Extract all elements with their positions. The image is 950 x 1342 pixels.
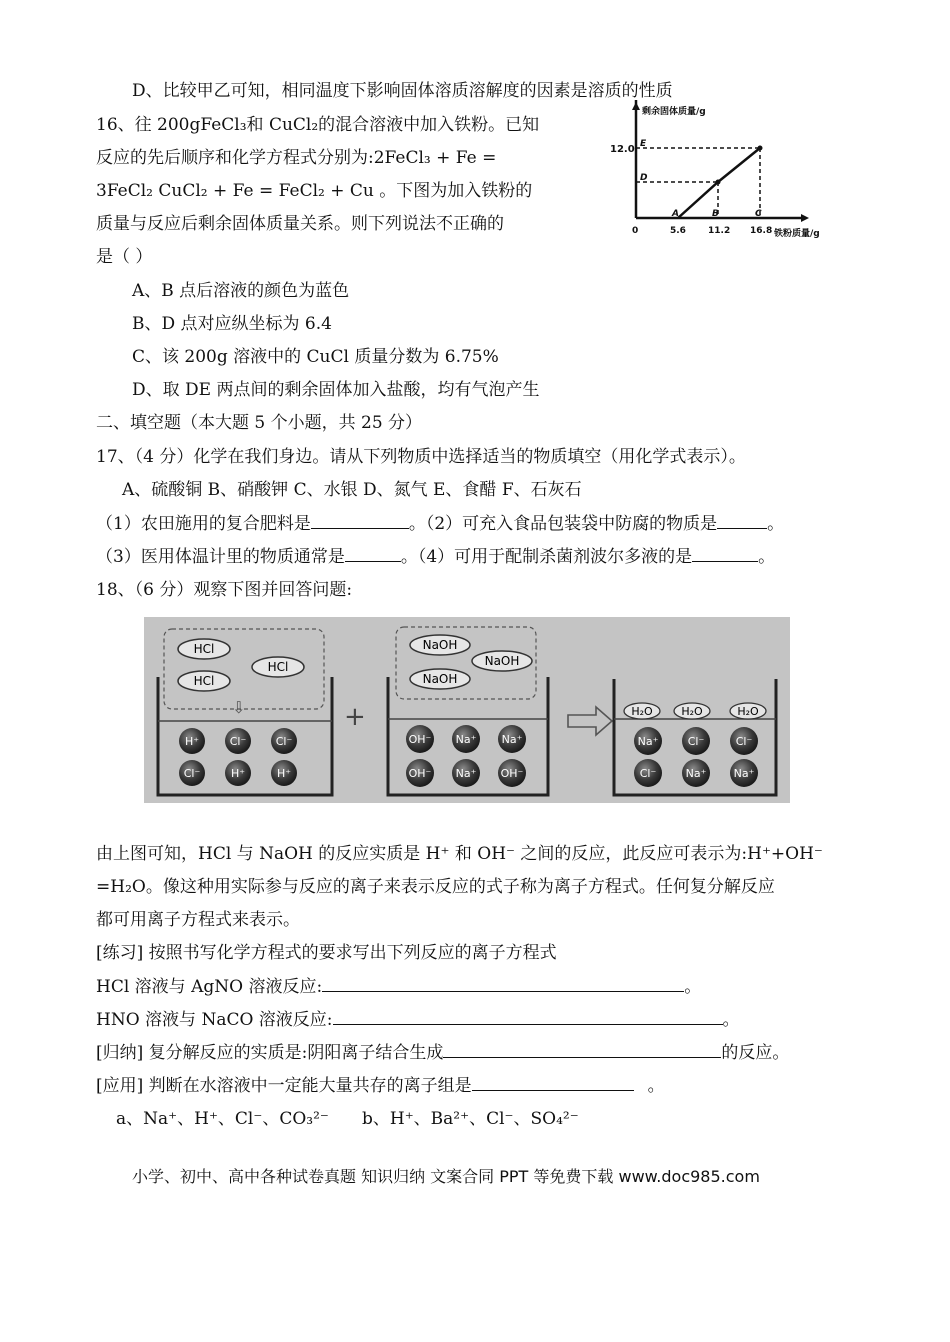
water-mol-3: H₂O: [737, 705, 759, 718]
q18-exercise-1: [96, 975, 701, 998]
graph-origin: 0: [632, 226, 639, 236]
naoh-ion-2: Na⁺: [455, 733, 477, 746]
q16-option-b: B、D 点对应纵坐标为 6.4: [132, 314, 332, 334]
q17-blank-4[interactable]: [692, 545, 758, 562]
q16-stem-line2: 反应的先后顺序和化学方程式分别为:2FeCl₃ + Fe =: [96, 148, 497, 168]
x-axis-arrow: [801, 214, 809, 222]
q18-summary: [96, 1041, 789, 1064]
hcl-mol-3: HCl: [193, 674, 215, 688]
graph-xtick-1: 5.6: [670, 226, 686, 236]
graph-ytick: 12.0: [610, 144, 635, 155]
product-ion-6: Na⁺: [733, 767, 755, 780]
hcl-ion-5: H⁺: [230, 767, 246, 780]
q16-option-a: A、B 点后溶液的颜色为蓝色: [132, 281, 350, 301]
q17-p4-end: 。: [758, 547, 776, 567]
q18-ex2-end: 。: [722, 1010, 740, 1030]
q17-p2: 。（2）可充入食品包装袋中防腐的物质是: [408, 514, 718, 534]
q17-p3: （3）医用体温计里的物质通常是: [96, 547, 345, 567]
hcl-ion-4: Cl⁻: [183, 767, 201, 780]
graph-label-b: B: [712, 209, 719, 219]
hcl-mol-2: HCl: [267, 660, 289, 674]
q16-stem-line5: 是（ ）: [96, 247, 153, 267]
q18-para-1: 由上图可知，HCl 与 NaOH 的反应实质是 H⁺ 和 OH⁻ 之间的反应，此反应可表示为:H⁺+OH⁻: [96, 844, 823, 864]
svg-text:⇩: ⇩: [232, 698, 246, 717]
point-e: [758, 146, 763, 151]
q18-summary-blank[interactable]: [443, 1041, 721, 1058]
q15-option-d: D、比较甲乙可知，相同温度下影响固体溶质溶解度的因素是溶质的性质: [132, 81, 673, 101]
q18-para-2: =H₂O。像这种用实际参与反应的离子来表示反应的式子称为离子方程式。任何复分解反应: [96, 877, 775, 897]
q16-stem-line4: 质量与反应后剩余固体质量关系。则下列说法不正确的: [96, 214, 504, 234]
water-mol-2: H₂O: [681, 705, 703, 718]
graph-label-d: D: [640, 173, 648, 183]
point-d: [716, 180, 721, 185]
q16-stem-line3: 3FeCl₂ CuCl₂ + Fe = FeCl₂ + Cu 。下图为加入铁粉的: [96, 181, 533, 201]
q18-ex2-blank[interactable]: [333, 1008, 723, 1025]
water-mol-1: H₂O: [631, 705, 653, 718]
q17-p1: （1）农田施用的复合肥料是: [96, 514, 311, 534]
naoh-mol-2: NaOH: [484, 654, 520, 668]
q18-apply-blank[interactable]: [472, 1074, 634, 1091]
naoh-ion-1: OH⁻: [408, 733, 432, 746]
naoh-ion-3: Na⁺: [501, 733, 523, 746]
q17-blank-1[interactable]: [311, 512, 409, 529]
naoh-ion-4: OH⁻: [408, 767, 432, 780]
ion-reaction-figure: [144, 617, 790, 803]
hcl-ion-3: Cl⁻: [275, 735, 293, 748]
q16-option-c: C、该 200g 溶液中的 CuCl 质量分数为 6.75%: [132, 347, 499, 367]
q18-option-b: b、H⁺、Ba²⁺、Cl⁻、SO₄²⁻: [362, 1109, 579, 1129]
q17-blank-2[interactable]: [717, 512, 767, 529]
q18-summary-text: [归纳] 复分解反应的实质是:阴阳离子结合生成: [96, 1043, 444, 1063]
q18-ex1-label: HCl 溶液与 AgNO 溶液反应:: [96, 977, 323, 997]
q18-ex2-label: HNO 溶液与 NaCO 溶液反应:: [96, 1010, 333, 1030]
y-axis-arrow: [632, 102, 640, 110]
q17-p4: 。（4）可用于配制杀菌剂波尔多液的是: [400, 547, 693, 567]
graph-label-a: A: [672, 209, 679, 219]
hcl-ion-6: H⁺: [276, 767, 292, 780]
q16-stem-line1: 16、往 200gFeCl₃和 CuCl₂的混合溶液中加入铁粉。已知: [96, 115, 540, 135]
q16-option-d: D、取 DE 两点间的剩余固体加入盐酸，均有气泡产生: [132, 380, 540, 400]
graph-xtick-3: 16.8: [750, 226, 773, 236]
graph-label-c: C: [755, 209, 762, 219]
q18-apply-end: 。: [647, 1076, 665, 1096]
q18-para-3: 都可用离子方程式来表示。: [96, 910, 300, 930]
q17-blank-3[interactable]: [345, 545, 401, 562]
product-ion-4: Cl⁻: [639, 767, 657, 780]
q18-apply: [96, 1074, 665, 1097]
q18-ex1-end: 。: [684, 977, 702, 997]
graph-xtick-2: 11.2: [708, 226, 731, 236]
product-ion-2: Cl⁻: [687, 735, 705, 748]
naoh-ion-6: OH⁻: [500, 767, 524, 780]
graph-label-e: E: [640, 139, 647, 149]
graph-xlabel: 铁粉质量/g: [774, 229, 820, 239]
q18-apply-text: [应用] 判断在水溶液中一定能大量共存的离子组是: [96, 1076, 472, 1096]
q17-line-2: [96, 545, 775, 568]
q18-summary-end: 的反应。: [721, 1043, 790, 1063]
naoh-mol-3: NaOH: [422, 672, 458, 686]
page-footer: 小学、初中、高中各种试卷真题 知识归纳 文案合同 PPT 等免费下载 www.doc985.com: [132, 1167, 760, 1186]
q17-line-1: [96, 512, 784, 535]
hcl-ion-1: H⁺: [184, 735, 200, 748]
q17-stem: 17、（4 分）化学在我们身边。请从下列物质中选择适当的物质填空（用化学式表示）。: [96, 447, 746, 467]
q18-practice: [练习] 按照书写化学方程式的要求写出下列反应的离子方程式: [96, 943, 557, 963]
product-ion-5: Na⁺: [685, 767, 707, 780]
q18-ex1-blank[interactable]: [322, 975, 684, 992]
hcl-mol-1: HCl: [193, 642, 215, 656]
section-2-heading: 二、填空题（本大题 5 个小题，共 25 分）: [96, 413, 423, 433]
q16-mass-graph: [604, 100, 834, 248]
q18-exercise-2: [96, 1008, 740, 1031]
naoh-mol-1: NaOH: [422, 638, 458, 652]
q18-option-a: a、Na⁺、H⁺、Cl⁻、CO₃²⁻: [116, 1109, 329, 1129]
plus-sign: +: [344, 702, 366, 732]
product-ion-1: Na⁺: [637, 735, 659, 748]
naoh-ion-5: Na⁺: [455, 767, 477, 780]
q17-options: A、硫酸铜 B、硝酸钾 C、水银 D、氮气 E、食醋 F、石灰石: [122, 480, 582, 500]
product-ion-3: Cl⁻: [735, 735, 753, 748]
graph-ylabel: 剩余固体质量/g: [642, 107, 706, 117]
hcl-ion-2: Cl⁻: [229, 735, 247, 748]
q17-p2-end: 。: [767, 514, 785, 534]
q18-stem: 18、（6 分）观察下图并回答问题:: [96, 580, 353, 600]
